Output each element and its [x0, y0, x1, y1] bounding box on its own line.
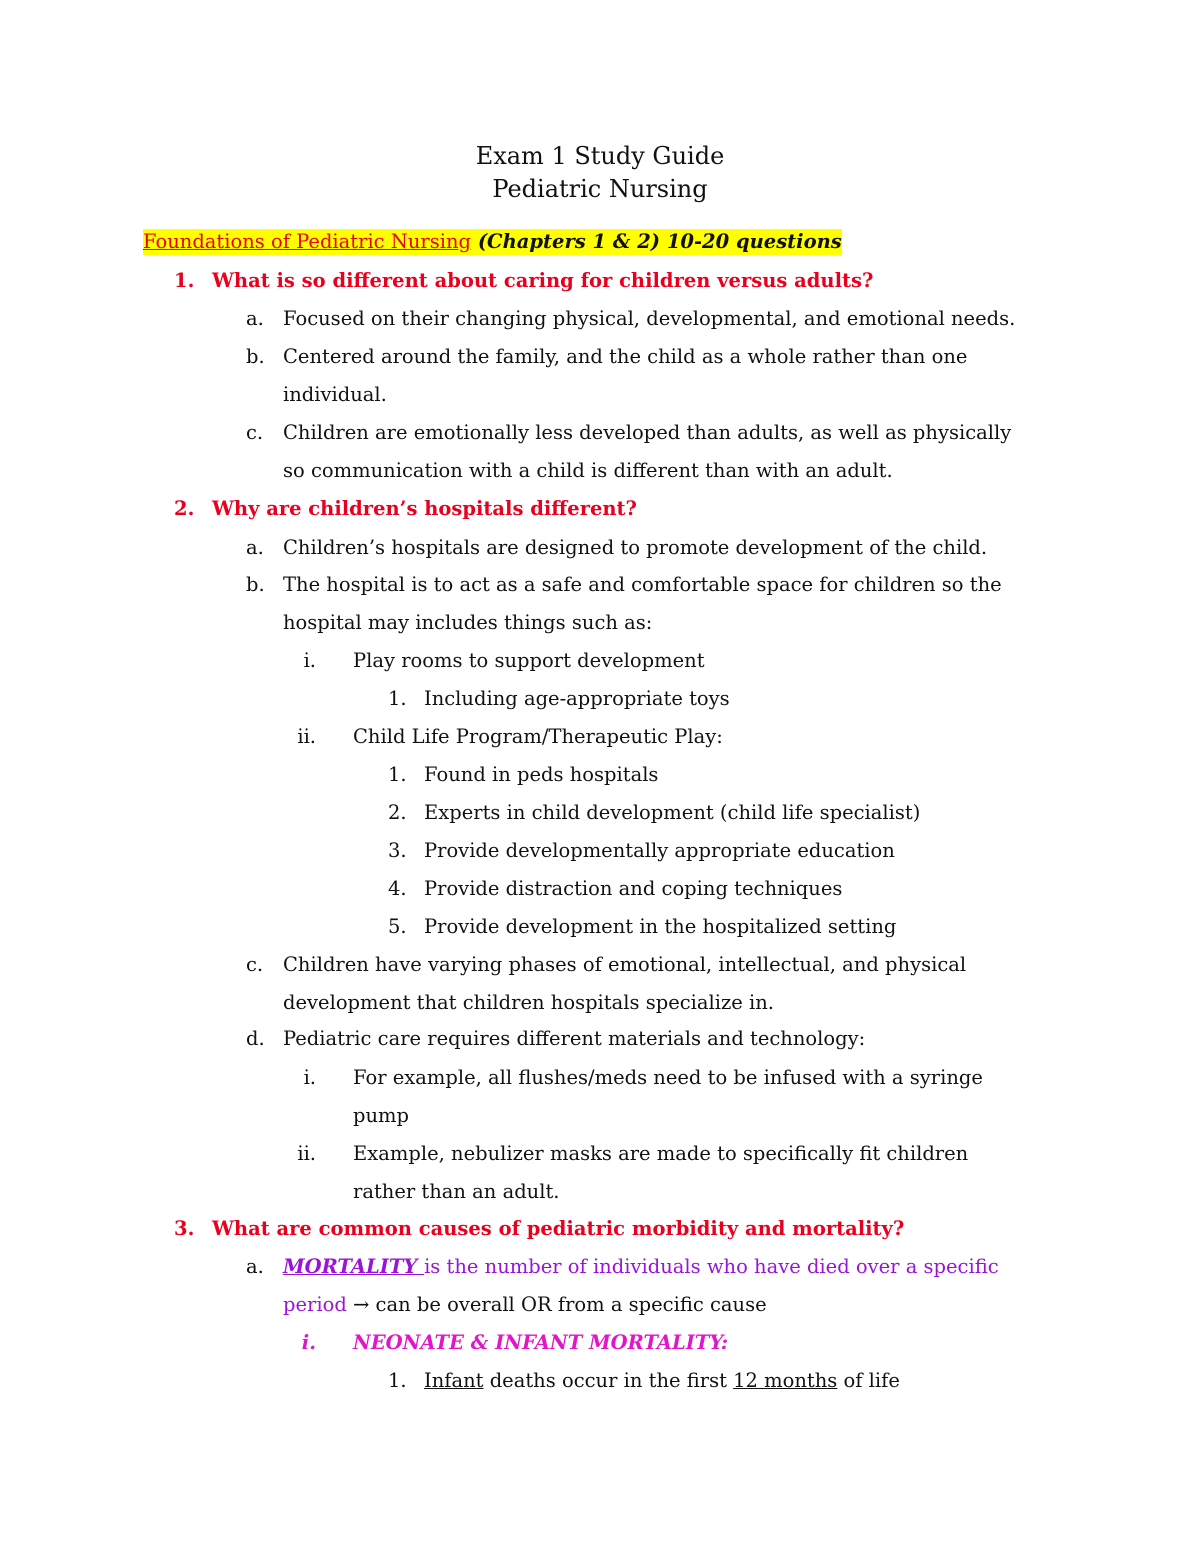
q2-d-text: Pediatric care requires different materials and technology: — [283, 1027, 866, 1050]
mortality-definition-tail: → can be overall OR from a specific cause — [346, 1293, 767, 1316]
q3-a-i-marker: i. — [301, 1331, 316, 1354]
infant-text-mid: deaths occur in the first — [483, 1369, 734, 1392]
section-heading — [143, 229, 842, 255]
section-heading-link[interactable]: Foundations of Pediatric Nursing — [143, 230, 472, 253]
q3-a-i-heading: NEONATE & INFANT MORTALITY: — [353, 1331, 729, 1354]
q3-question: What are common causes of pediatric morbidity and mortality? — [212, 1217, 905, 1240]
infant-term: Infant — [424, 1369, 484, 1392]
q1-c-marker: c. — [246, 421, 264, 444]
q2-question: Why are children’s hospitals different? — [212, 497, 637, 520]
q2-c-text-line1: Children have varying phases of emotional, intellectual, and physical — [283, 953, 967, 976]
infant-text-end: of life — [837, 1369, 900, 1392]
q1-a-text: Focused on their changing physical, developmental, and emotional needs. — [283, 307, 1016, 330]
q1-b-marker: b. — [246, 345, 265, 368]
q2-c-marker: c. — [246, 953, 264, 976]
list-item-marker: 4. — [388, 877, 407, 900]
list-item: Provide distraction and coping techniques — [424, 877, 843, 900]
list-item: Found in peds hospitals — [424, 763, 659, 786]
q2-b-i-marker: i. — [303, 649, 316, 672]
q2-b-i-1-marker: 1. — [388, 687, 407, 710]
q2-a-text: Children’s hospitals are designed to promote development of the child. — [283, 536, 988, 559]
q2-b-ii-marker: ii. — [297, 725, 316, 748]
q2-a-marker: a. — [246, 536, 264, 559]
section-heading-detail: (Chapters 1 & 2) 10-20 questions — [471, 230, 842, 253]
list-item: Provide development in the hospitalized setting — [424, 915, 897, 938]
list-item: Provide developmentally appropriate education — [424, 839, 895, 862]
q2-b-marker: b. — [246, 573, 265, 596]
q2-b-ii-text: Child Life Program/Therapeutic Play: — [353, 725, 723, 748]
title-line-2: Pediatric Nursing — [492, 175, 708, 203]
q2-b-i-1-text: Including age-appropriate toys — [424, 687, 730, 710]
q2-d-i-text-line2: pump — [353, 1104, 410, 1127]
q2-b-i-text: Play rooms to support development — [353, 649, 705, 672]
q3-a-i-1-text — [424, 1368, 900, 1394]
q2-marker: 2. — [174, 497, 195, 520]
q2-d-ii-text-line2: rather than an adult. — [353, 1180, 560, 1203]
mortality-term: MORTALITY — [283, 1255, 425, 1278]
q2-b-text-line1: The hospital is to act as a safe and comfortable space for children so the — [283, 573, 1002, 596]
q3-marker: 3. — [174, 1217, 195, 1240]
q1-c-text-line2: so communication with a child is different than with an adult. — [283, 459, 893, 482]
q2-c-text-line2: development that children hospitals specialize in. — [283, 991, 774, 1014]
q1-c-text-line1: Children are emotionally less developed than adults, as well as physically — [283, 421, 1012, 444]
mortality-definition-part1: is the number of individuals who have died over a specific — [424, 1255, 999, 1278]
q1-b-text-line2: individual. — [283, 383, 387, 406]
q2-d-i-marker: i. — [303, 1066, 316, 1089]
q2-d-ii-marker: ii. — [297, 1142, 316, 1165]
q3-a-marker: a. — [246, 1255, 264, 1278]
q2-d-marker: d. — [246, 1027, 265, 1050]
q3-a-i-1-marker: 1. — [388, 1369, 407, 1392]
q1-b-text-line1: Centered around the family, and the child as a whole rather than one — [283, 345, 968, 368]
list-item-marker: 3. — [388, 839, 407, 862]
q1-a-marker: a. — [246, 307, 264, 330]
q3-a-text-line2 — [283, 1292, 767, 1318]
q2-b-text-line2: hospital may includes things such as: — [283, 611, 653, 634]
list-item-marker: 5. — [388, 915, 407, 938]
q2-d-ii-text-line1: Example, nebulizer masks are made to specifically fit children — [353, 1142, 969, 1165]
q3-a-text-line1 — [283, 1254, 999, 1280]
q1-marker: 1. — [174, 269, 195, 292]
list-item-marker: 1. — [388, 763, 407, 786]
list-item: Experts in child development (child life specialist) — [424, 801, 921, 824]
list-item-marker: 2. — [388, 801, 407, 824]
twelve-months-term: 12 months — [733, 1369, 838, 1392]
q1-question: What is so different about caring for children versus adults? — [212, 269, 874, 292]
q2-d-i-text-line1: For example, all flushes/meds need to be infused with a syringe — [353, 1066, 983, 1089]
title-line-1: Exam 1 Study Guide — [475, 142, 725, 170]
document-title — [0, 140, 1200, 206]
mortality-definition-part2: period — [283, 1293, 347, 1316]
